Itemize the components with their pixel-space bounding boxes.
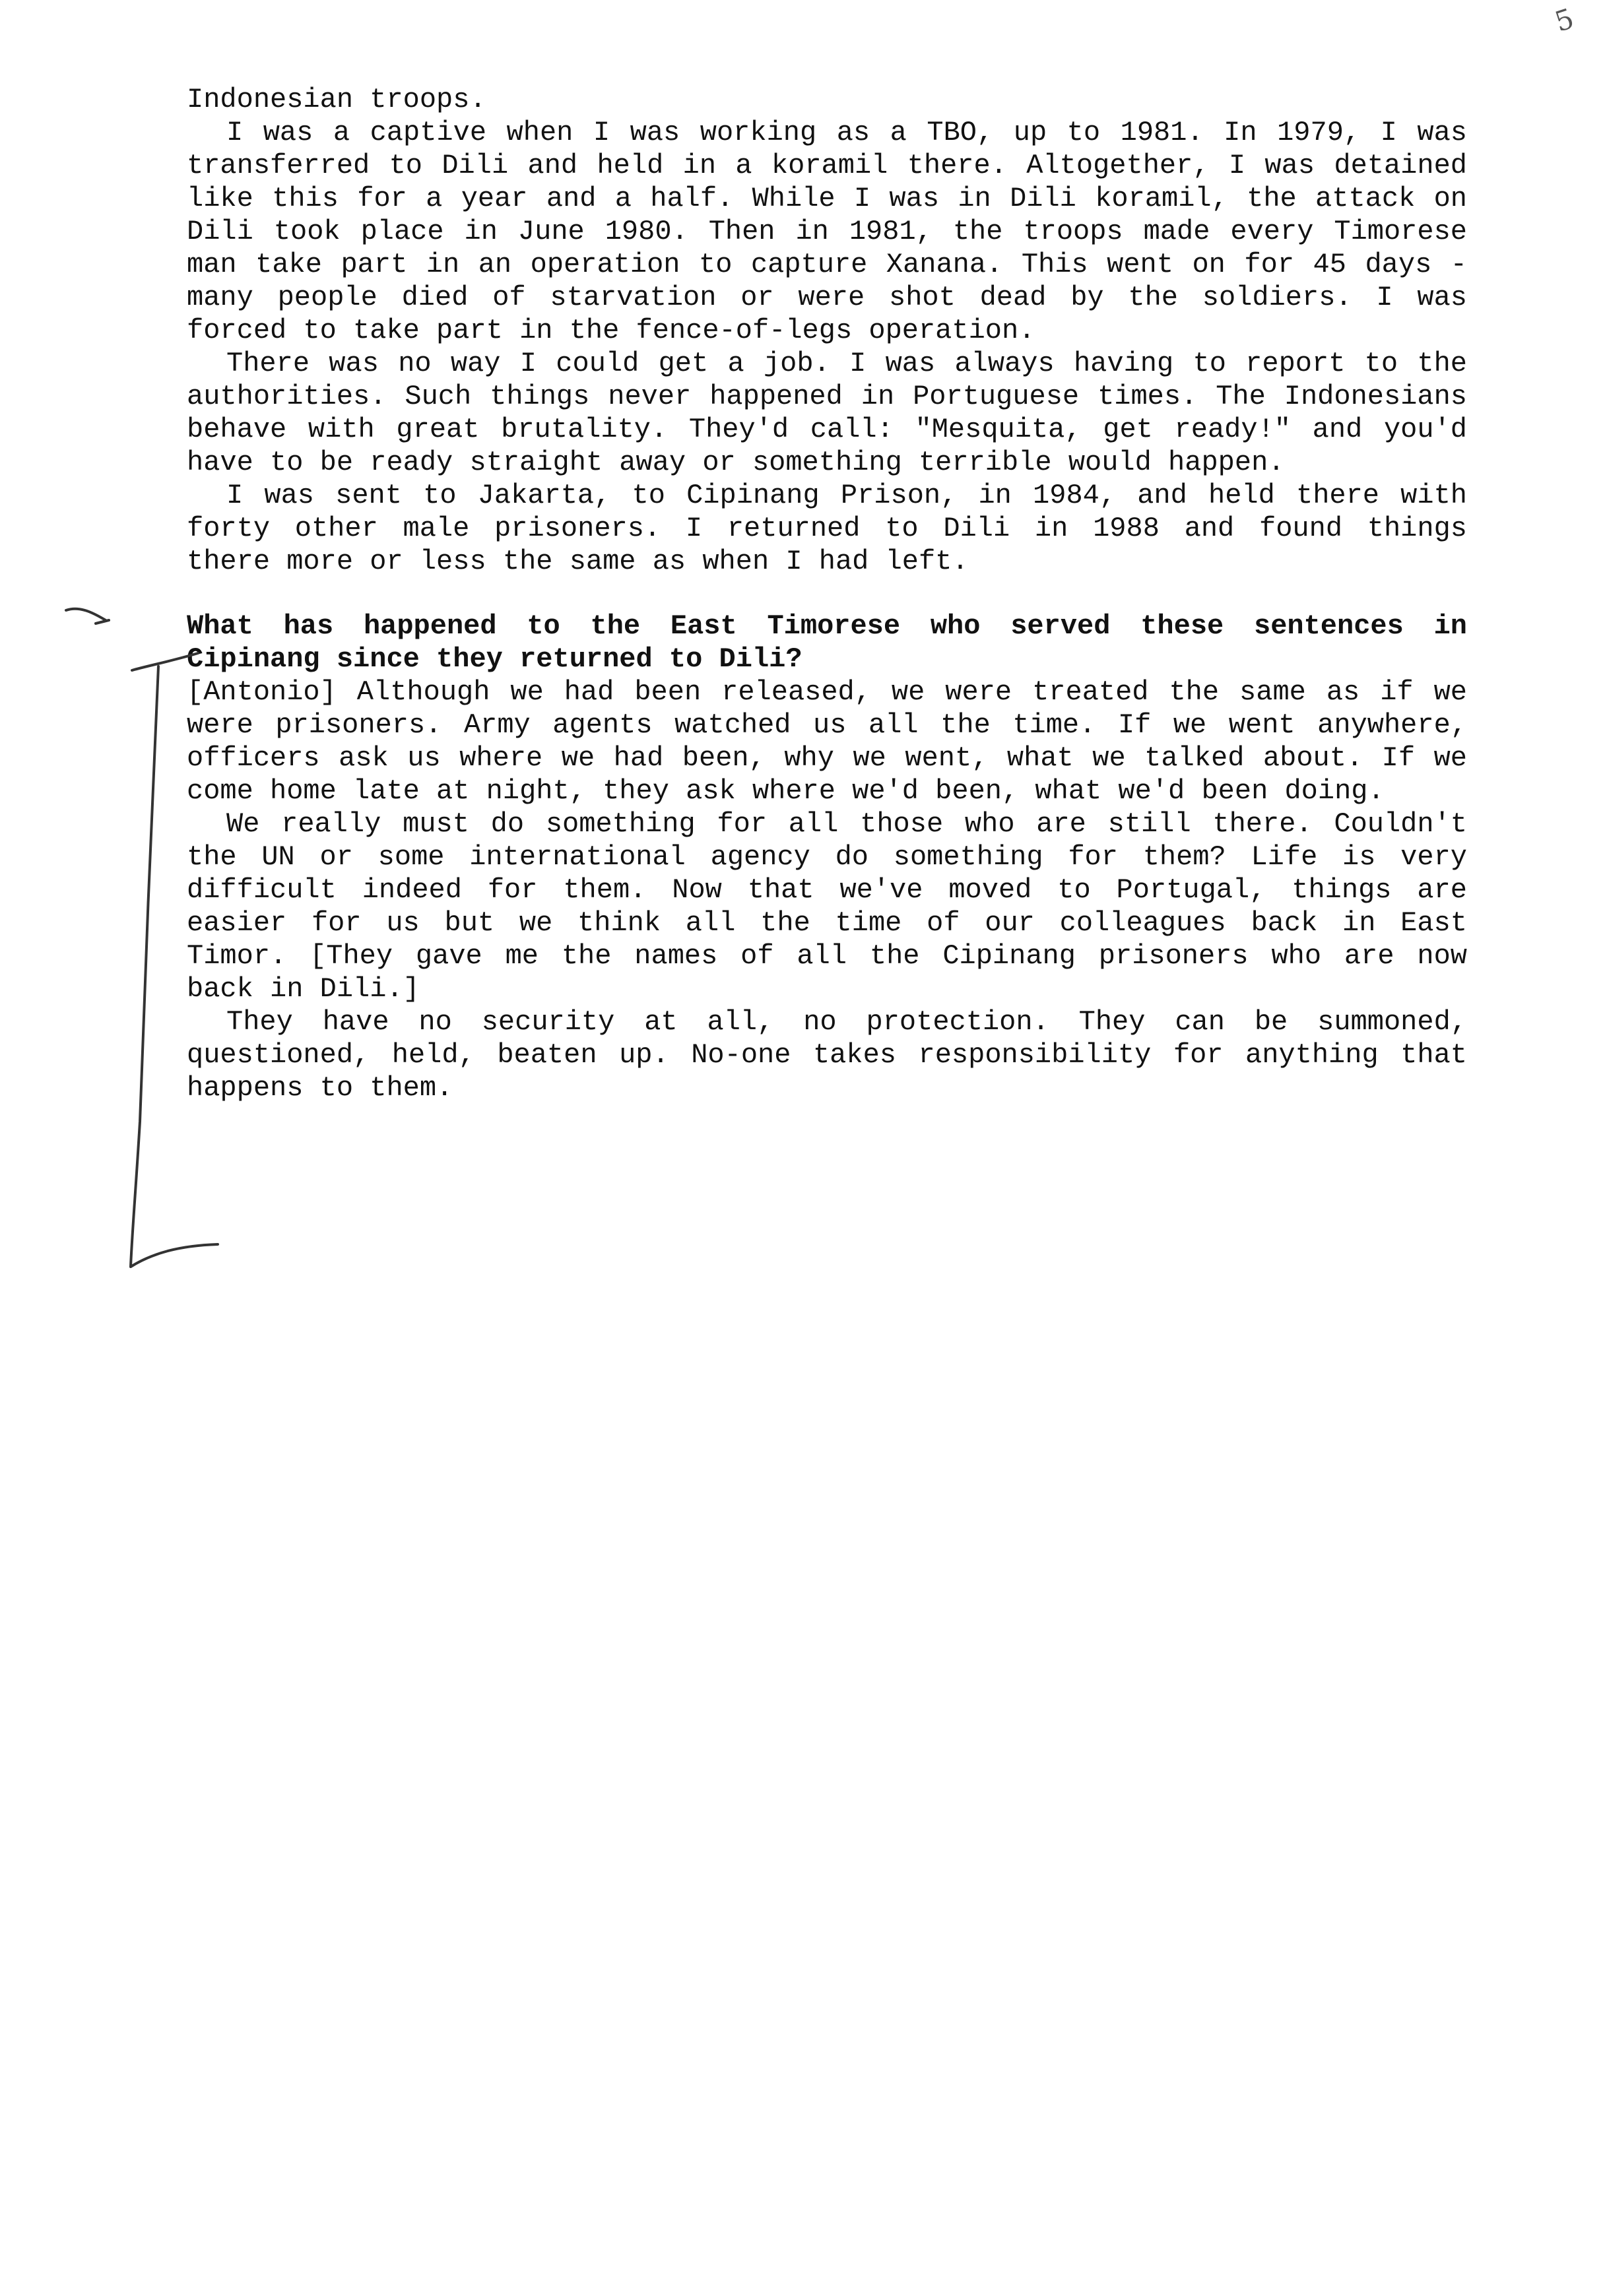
paragraph-5: [Antonio] Although we had been released, we were treated the same as if we were prisoners. Army agents watched us all the time. If we went anywhere, officers ask us where we had been, why we went, what we talked about. If we come home late at night, they ask where we'd been, what we'd been doing. [187,676,1467,807]
paragraph-1: Indonesian troops. [187,84,486,115]
question-heading: What has happened to the East Timorese who served these sentences in Cipinang since they returned to Dili? [187,610,1467,675]
paragraph-7: They have no security at all, no protection. They can be summoned, questioned, held, beaten up. No-one takes responsibility for anything that happens to them. [187,1006,1467,1104]
paragraph-2: I was a captive when I was working as a TBO, up to 1981. In 1979, I was transferred to Dili and held in a koramil there. Altogether, I was detained like this for a year and a half. While I was in Dili koramil, the attack on Dili took place in June 1980. Then in 1981, the troops made every Timorese man take part in an operation to capture Xanana. This went on for 45 days - many people died of starvation or were shot dead by the soldiers. I was forced to take part in the fence-of-legs operation. [187,117,1467,346]
paragraph-4: I was sent to Jakarta, to Cipinang Prison, in 1984, and held there with forty other male prisoners. I returned to Dili in 1988 and found things there more or less the same as when I had left. [187,480,1467,577]
document-body [187,83,1467,1104]
paragraph-3: There was no way I could get a job. I was always having to report to the authorities. Such things never happened in Portuguese times. The Indonesians behave with great brutality. They'd call: "Mesquita, get ready!" and you'd have to be ready straight away or something terrible would happen. [187,348,1467,478]
paragraph-6: We really must do something for all those who are still there. Couldn't the UN or some international agency do something for them? Life is very difficult indeed for them. Now that we've moved to Portugal, things are easier for us but we think all the time of our colleagues back in East Timor. [They gave me the names of all the Cipinang prisoners who are now back in Dili.] [187,808,1467,1005]
margin-tick-mark [66,609,109,623]
page-number-mark: 5 [1551,2,1578,38]
